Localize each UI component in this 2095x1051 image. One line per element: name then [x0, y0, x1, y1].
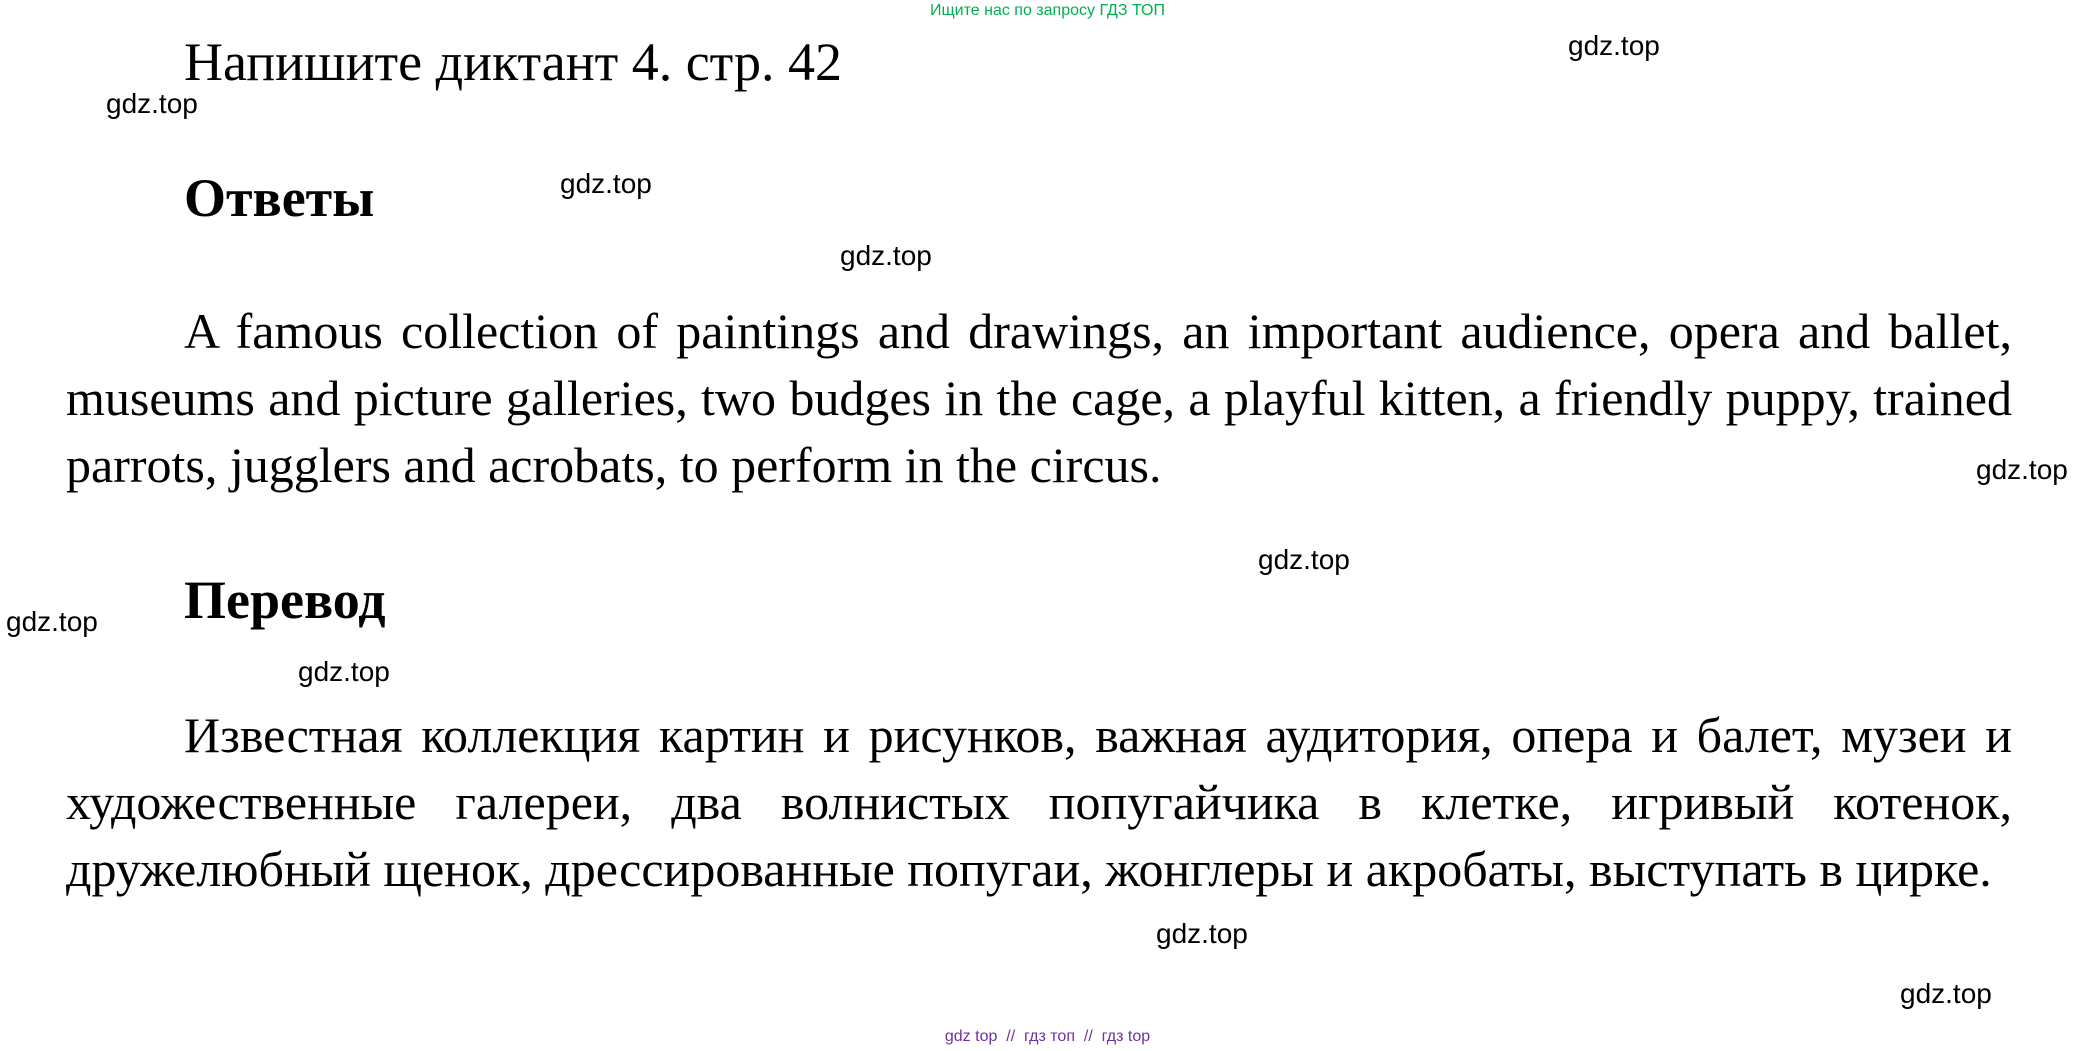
translation-heading: Перевод: [184, 570, 386, 630]
answers-text: A famous collection of paintings and drawings, an important audience, opera and ballet, museums and picture galleries, two budges in the cage, a playful kitten, a friendly puppy, trained parrots, jugglers and acrobats, to perform in the circus.: [66, 303, 2012, 493]
watermark: gdz.top: [1976, 454, 2068, 485]
watermark: gdz.top: [840, 240, 932, 271]
translation-text: Известная коллекция картин и рисунков, важная аудитория, опера и балет, музеи и художественные галереи, два волнистых попугайчика в клетке, игривый котенок, дружелюбный щенок, дрессированные попугаи, жонглеры и акробаты, выступать в цирке.: [66, 707, 2012, 897]
footer-watermark: gdz top // гдз топ // гдз top: [944, 1028, 1151, 1045]
page-title: Напишите диктант 4. стр. 42: [184, 32, 842, 92]
watermark: gdz.top: [6, 606, 98, 637]
watermark: gdz.top: [1156, 918, 1248, 949]
watermark: gdz.top: [298, 656, 390, 687]
answers-heading: Ответы: [184, 168, 375, 228]
watermark: gdz.top: [106, 88, 198, 119]
top-banner: Ищите нас по запросу ГДЗ ТОП: [930, 2, 1165, 19]
watermark: gdz.top: [1568, 30, 1660, 61]
watermark: gdz.top: [560, 168, 652, 199]
watermark: gdz.top: [1900, 978, 1992, 1009]
watermark: gdz.top: [1258, 544, 1350, 575]
